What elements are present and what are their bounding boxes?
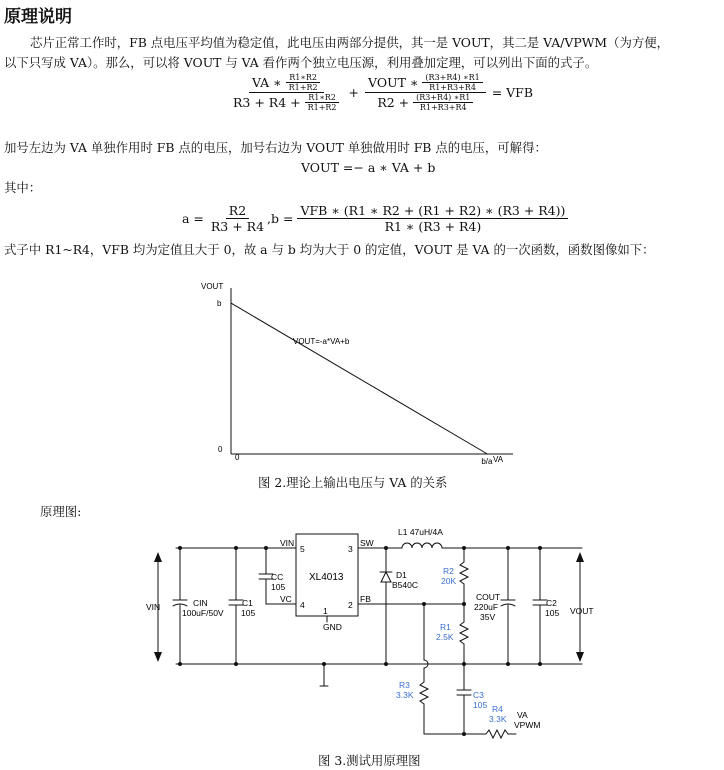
chip-pin-fb: FB <box>360 594 371 604</box>
r1-name: R1 <box>440 622 451 632</box>
r4-name: R4 <box>492 704 503 714</box>
cc-name: CC <box>271 572 284 582</box>
chip-pin-4: 4 <box>300 600 305 610</box>
chip-pin-sw: SW <box>360 538 374 548</box>
r2-value: 20K <box>441 576 457 586</box>
chip-pin-1: 1 <box>323 606 328 616</box>
chip-name: XL4013 <box>309 572 344 583</box>
l1-label: L1 47uH/4A <box>398 527 443 537</box>
eq3-a-equals: a = <box>182 211 204 226</box>
chart-x-tick-b-over-a: b/a <box>481 457 493 466</box>
paragraph-4: 式子中 R1~R4，VFB 均为定值且大于 0，故 a 与 b 均为大于 0 的定值，VOUT 是 VA 的一次函数，函数图像如下： <box>4 242 655 257</box>
equation-3 <box>182 203 568 234</box>
c3-name: C3 <box>473 690 484 700</box>
d1-value: B540C <box>392 580 418 590</box>
eq1-equals-vfb: = VFB <box>491 85 534 100</box>
eq3-b-equals: ,b = <box>267 211 294 226</box>
junction-dot <box>384 546 388 550</box>
eq1-r1r3r4-sum-2: R1+R3+R4 <box>419 103 467 112</box>
chart-y-tick-0: 0 <box>218 445 223 454</box>
c1-value: 105 <box>241 608 256 618</box>
equation-2: VOUT =− a ∗ VA + b <box>301 160 436 175</box>
eq1-r1r3r4-sum: R1+R3+R4 <box>429 83 476 92</box>
eq1-left-fraction <box>230 73 343 112</box>
chip-pin-vin: VIN <box>280 538 295 548</box>
junction-dot <box>538 662 542 666</box>
figure-2-caption: 图 2.理论上输出电压与 VA 的关系 <box>258 475 448 490</box>
chart-x-label: VA <box>493 455 504 464</box>
c2-name: C2 <box>546 598 557 608</box>
junction-dot <box>462 602 466 606</box>
r2-resistor <box>460 562 468 584</box>
eq1-times: ∗ <box>273 75 282 90</box>
chip-pin-2: 2 <box>348 600 353 610</box>
paragraph-1-line-1: 芯片正常工作时，FB 点电压平均值为稳定值，此电压由两部分提供，其一是 VOUT，其二是 VA/VPWM（为方便， <box>30 35 670 50</box>
eq1-r1r2-sum-2: R1+R2 <box>307 103 337 112</box>
chip-pin-3: 3 <box>348 544 353 554</box>
paragraph-2: 加号左边为 VA 单独作用时 FB 点的电压，加号右边为 VOUT 单独做用时 FB 点的电压，可解得： <box>4 140 547 155</box>
d1-diode <box>381 572 391 582</box>
chart-x-tick-0: 0 <box>235 453 240 462</box>
junction-dot <box>422 602 426 606</box>
eq3-b-denominator: R1 ∗ (R3 + R4) <box>384 219 482 234</box>
schematic-label: 原理图: <box>40 504 82 519</box>
r3-resistor <box>420 682 428 704</box>
r1-value: 2.5K <box>436 632 454 642</box>
junction-dot <box>462 732 466 736</box>
eq1-r1r2-product: R1∗R2 <box>286 73 320 83</box>
vin-label: VIN <box>146 602 161 612</box>
eq1-r3r4: R3 + R4 + <box>233 95 301 110</box>
chart-annotation: VOUT=-a*VA+b <box>293 337 350 346</box>
c3-value: 105 <box>473 700 488 710</box>
vout-arrow-head-up <box>576 552 584 562</box>
va-label: VA <box>517 710 528 720</box>
r1-resistor <box>460 622 468 644</box>
vout-arrow-head-down <box>576 652 584 662</box>
junction-dot <box>178 662 182 666</box>
junction-dots <box>178 546 542 736</box>
chart-series-line <box>231 303 487 454</box>
cc-value: 105 <box>271 582 286 592</box>
figure-3-caption: 图 3.测试用原理图 <box>318 753 421 768</box>
c2-value: 105 <box>545 608 560 618</box>
eq3-a-denominator: R3 + R4 <box>210 219 265 234</box>
chart-y-tick-b: b <box>217 299 222 309</box>
chip-pin-5: 5 <box>300 544 305 554</box>
d1-name: D1 <box>396 570 407 580</box>
eq3-a-numerator: R2 <box>226 203 249 219</box>
cout-name: COUT <box>476 592 501 602</box>
r2-name: R2 <box>443 566 454 576</box>
junction-dot <box>384 662 388 666</box>
eq1-plus: + <box>348 85 360 100</box>
eq1-r1r2-product-2: R1∗R2 <box>305 93 339 103</box>
junction-dot <box>178 546 182 550</box>
vin-arrow-head-up <box>154 552 162 562</box>
l1-inductor <box>402 543 442 548</box>
paragraph-3: 其中： <box>4 180 42 195</box>
eq3-b-numerator: VFB ∗ (R1 ∗ R2 + (R1 + R2) ∗ (R3 + R4)) <box>297 203 568 219</box>
junction-dot <box>538 546 542 550</box>
cout-voltage: 35V <box>480 612 496 622</box>
junction-dot <box>234 546 238 550</box>
r3-value: 3.3K <box>396 690 414 700</box>
eq1-r1r2-sum: R1+R2 <box>288 83 318 92</box>
cin-name: CIN <box>193 598 208 608</box>
cout-value: 220uF <box>474 602 499 612</box>
cin-value: 100uF/50V <box>182 608 224 618</box>
eq1-r2: R2 + <box>377 95 410 110</box>
junction-dot <box>506 662 510 666</box>
junction-dot <box>462 662 466 666</box>
junction-dot <box>322 662 326 666</box>
r4-value: 3.3K <box>489 714 507 724</box>
vin-arrow-head-down <box>154 652 162 662</box>
chip-pin-gnd: GND <box>323 622 342 632</box>
eq1-right-fraction <box>365 73 486 112</box>
chart-y-label: VOUT <box>201 282 224 291</box>
eq3-b-fraction <box>297 203 568 234</box>
equation-1 <box>230 73 533 112</box>
junction-dot <box>264 546 268 550</box>
eq1-r3r4-r1-2: (R3+R4) ∗R1 <box>413 93 473 103</box>
paragraph-1-line-2: 以下只写成 VA）。那么，可以将 VOUT 与 VA 看作两个独立电压源，利用叠加定理，可以列出下面的式子。 <box>4 55 598 70</box>
section-title: 原理说明 <box>4 7 72 27</box>
vout-label: VOUT <box>570 606 594 616</box>
eq1-times-2: ∗ <box>409 75 419 90</box>
vout-va-chart <box>195 278 525 470</box>
r4-resistor <box>486 730 508 738</box>
junction-dot <box>506 546 510 550</box>
eq1-vout: VOUT <box>368 75 406 90</box>
junction-dot <box>234 662 238 666</box>
junction-dot <box>462 546 466 550</box>
vpwm-label: VPWM <box>514 720 541 730</box>
circuit-schematic <box>140 522 610 744</box>
eq3-a-fraction <box>208 203 267 234</box>
eq1-va: VA <box>251 75 270 90</box>
eq1-r3r4-r1: (R3+R4) ∗R1 <box>422 73 482 83</box>
r3-name: R3 <box>399 680 410 690</box>
c1-name: C1 <box>242 598 253 608</box>
chip-pin-vc: VC <box>280 594 292 604</box>
